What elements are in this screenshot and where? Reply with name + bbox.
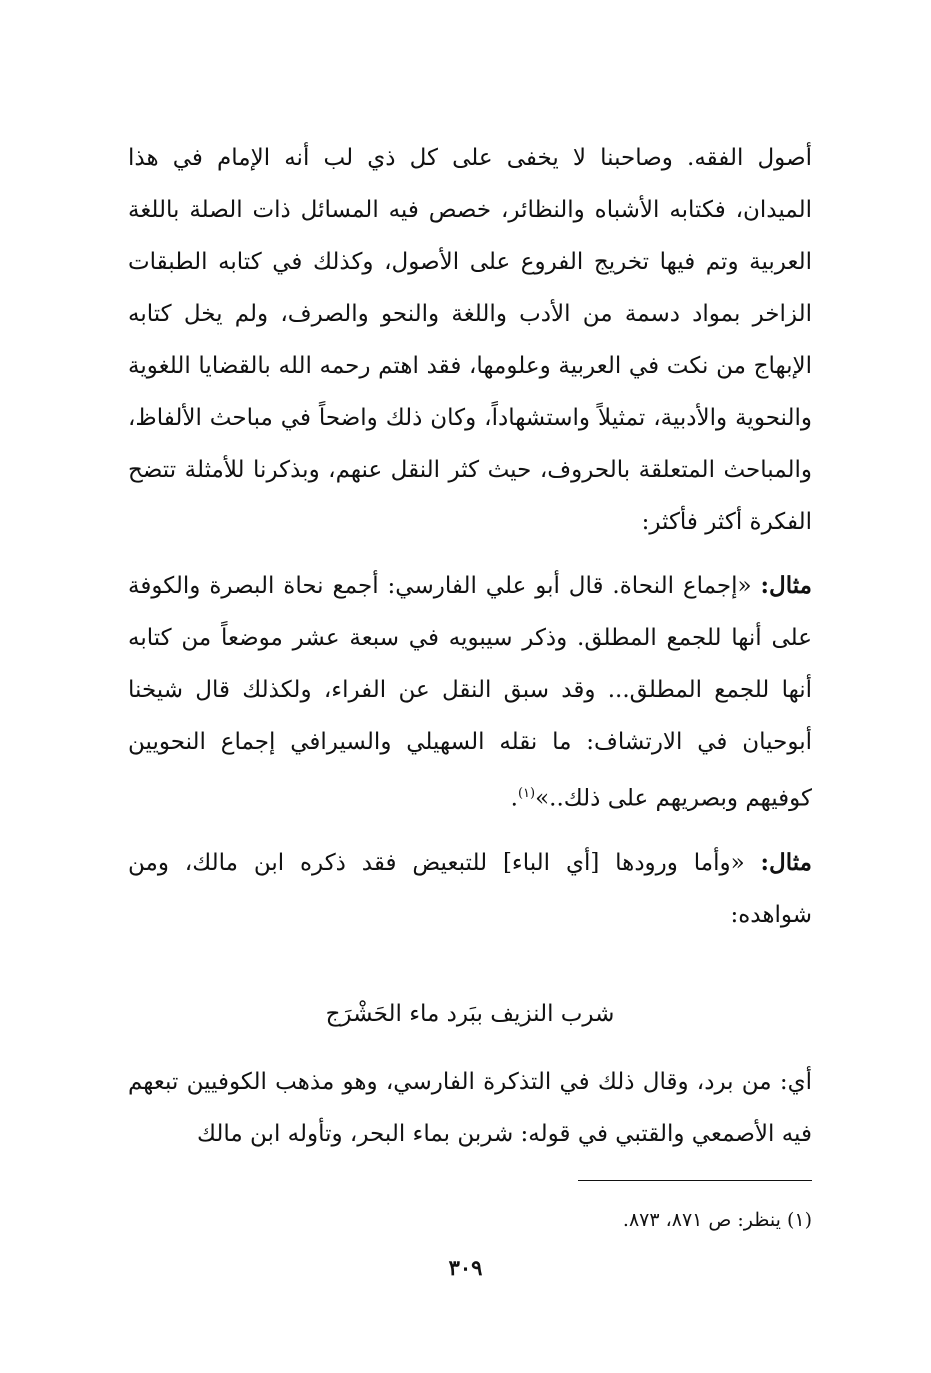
paragraph-text: «إجماع النحاة. قال أبو علي الفارسي: أجمع نحاة البصرة والكوفة على أنها للجمع المطلق. وذكر سيبويه في سبعة عشر موضعاً من كتابه أنها للجمع المطلق... وقد سبق النقل عن الفراء، ولكذلك قال شيخنا أبوحيان في الارتشاف: ما نقله السهيلي والسيرافي إجماع النحويين كوفيهم وبصريهم على ذلك..»: [128, 573, 812, 812]
footnote-divider: [578, 1180, 812, 1181]
example-label: مثال:: [760, 572, 813, 599]
main-text: [128, 132, 812, 941]
paragraph-intro: [128, 132, 812, 548]
footnote: (١) ينظر: ص ٨٧١، ٨٧٣.: [622, 1209, 812, 1231]
paragraph-suffix: .: [510, 785, 518, 812]
paragraph-text: «وأما ورودها [أي الباء] للتبعيض فقد ذكره ابن مالك، ومن شواهده:: [128, 849, 812, 928]
paragraph-text: أي: من برد، وقال ذلك في التذكرة الفارسي، وهو مذهب الكوفيين تبعهم فيه الأصمعي والقتبي في قوله: شربن بماء البحر، وتأوله ابن مالك: [128, 1069, 812, 1147]
footnote-ref[interactable]: (١): [517, 786, 536, 801]
poetry-verse: شرب النزيف ببَرد ماء الحَشْرَج: [325, 1001, 615, 1027]
page-number: ٣٠٩: [448, 1255, 483, 1280]
paragraph-text: أصول الفقه. وصاحبنا لا يخفى على كل ذي لب أنه الإمام في هذا الميدان، فكتابه الأشباه والنظائر، خصص فيه المسائل ذات الصلة باللغة العربية وتم فيها تخريج الفروع على الأصول، وكذلك في كتابه الطبقات الزاخر بمواد دسمة من الأدب واللغة والنحو والصرف، ولم يخل كتابه الإبهاج من نكت في العربية وعلومها، فقد اهتم رحمه الله بالقضايا اللغوية والنحوية والأدبية، تمثيلاً واستشهاداً، وكان ذلك واضحاً في مباحث الألفاظ، والمباحث المتعلقة بالحروف، حيث كثر النقل عنهم، وبذكرنا للأمثلة تتضح الفكرة أكثر فأكثر:: [128, 145, 812, 535]
paragraph-after-verse: [128, 1056, 812, 1160]
example-label: مثال:: [760, 848, 813, 876]
after-verse-text: [128, 1056, 812, 1160]
paragraph-example-1: [128, 560, 812, 825]
paragraph-example-2: [128, 837, 812, 941]
